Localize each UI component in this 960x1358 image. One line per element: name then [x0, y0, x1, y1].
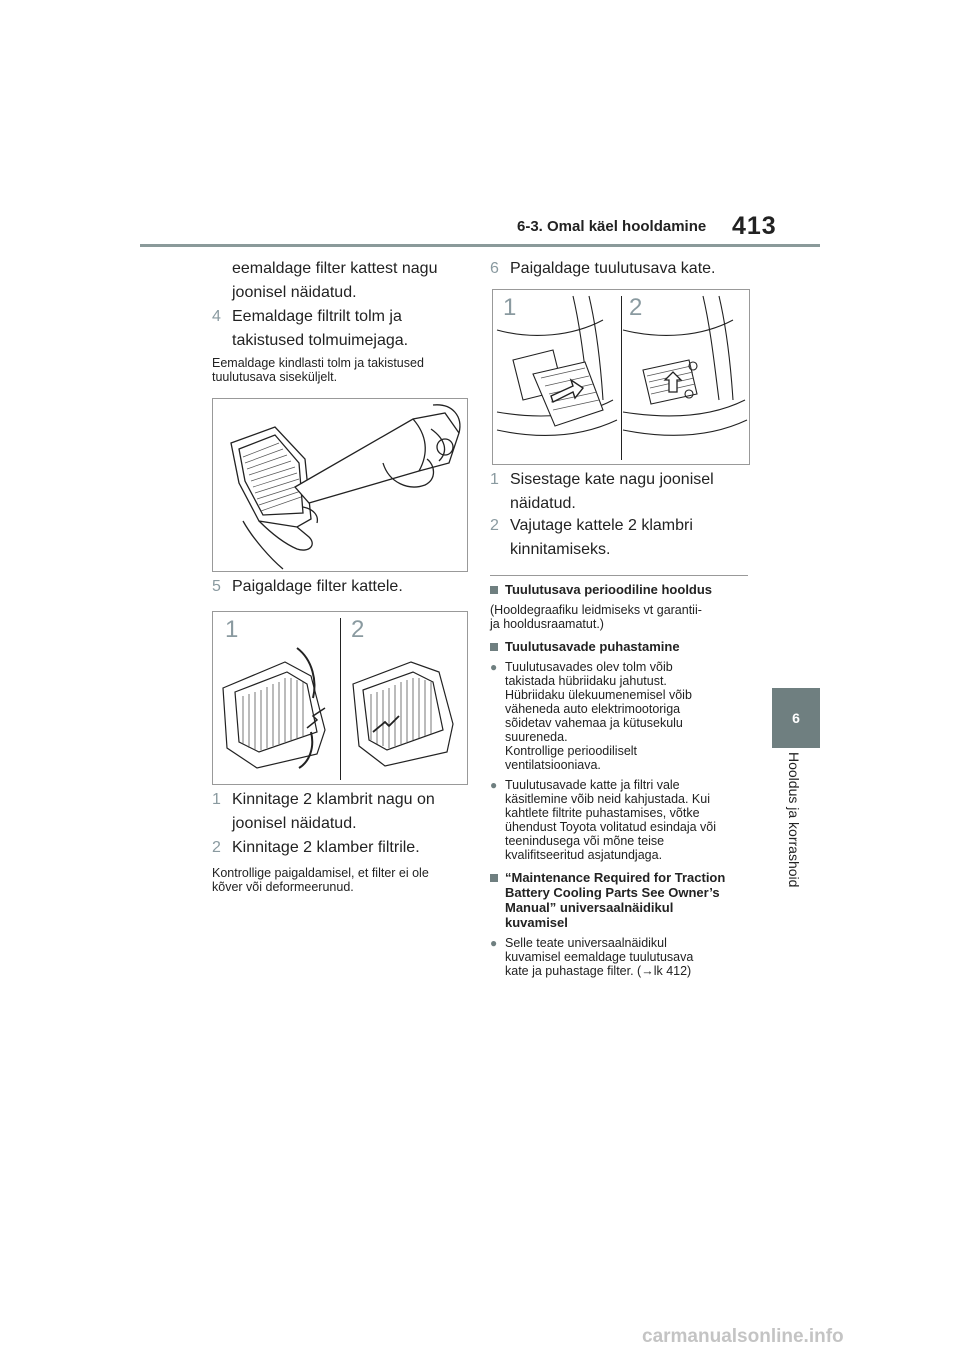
step-6: 6 Paigaldage tuulutusava kate.: [490, 260, 716, 277]
substep-2-press: 2 Vajutage kattele 2 klambri kinnitamiseks.: [490, 517, 693, 558]
substep-2-clips: 2 Kinnitage 2 klamber filtrile.: [212, 839, 420, 856]
watermark-text: carmanualsonline.info: [642, 1326, 844, 1347]
continued-text: eemaldage filter kattest nagu joonisel näidatud.: [232, 260, 438, 301]
figure-install-cover: [492, 289, 750, 465]
heading-periodic: Tuulutusava perioodiline hooldus: [490, 582, 750, 597]
bullet-handling: ● Tuulutusavade katte ja filtri vale käsitlemine võib neid kahjustada. Kui kahtlete filtrite puhastamises, võtke ühendust Toyota volitatud esindaja või teenindusega või mõne teise kvalifitseeritud asjatundjaga.: [490, 778, 717, 862]
heading-cleaning: Tuulutusavade puhastamine: [490, 639, 750, 654]
heading-maintenance-required: “Maintenance Required for Traction Battery Cooling Parts See Owner’s Manual” universaalnäidikul kuvamisel: [490, 870, 750, 930]
note-clean-inside: Eemaldage kindlasti tolm ja takistused tuulutusava siseküljelt.: [212, 356, 424, 384]
figure-label-2: 2: [629, 294, 643, 321]
substep-1-insert: 1 Sisestage kate nagu joonisel näidatud.: [490, 471, 714, 512]
page-number: 413: [732, 212, 777, 240]
section-separator: [490, 575, 748, 576]
bullet-dust: ● Tuulutusavades olev tolm võib takistada hübriidaku jahutust. Hübriidaku ülekuumenemisel võib väheneda auto elektrimootoriga sõidetav vahemaa ja kütusekulu suureneda. Kontrollige perioodiliselt ventilatsiooniava.: [490, 660, 692, 772]
note-schedule: (Hooldegraafiku leidmiseks vt garantii- ja hooldusraamatut.): [490, 603, 702, 631]
step-4: 4 Eemaldage filtrilt tolm ja takistused tolmuimejaga.: [212, 308, 409, 349]
step-5: 5 Paigaldage filter kattele.: [212, 578, 403, 595]
maintenance-section: [490, 582, 750, 978]
figure-label-2: 2: [351, 616, 365, 643]
header-rule: [140, 244, 820, 247]
cover-install-illustration: [493, 290, 749, 464]
figure-vacuum-filter: [212, 398, 468, 572]
chapter-label: Hooldus ja korrashoid: [786, 752, 802, 888]
section-title: 6-3. Omal käel hooldamine: [517, 218, 707, 235]
figure-install-filter: [212, 611, 468, 785]
filter-install-illustration: [213, 612, 467, 784]
note-check-filter: Kontrollige paigaldamisel, et filter ei ole kõver või deformeerunud.: [212, 866, 429, 894]
figure-label-1: 1: [503, 294, 517, 321]
bullet-message: ● Selle teate universaalnäidikul kuvamisel eemaldage tuulutusava kate ja puhastage filter. (→lk 412): [490, 936, 694, 978]
substep-1-clips: 1 Kinnitage 2 klambrit nagu on joonisel näidatud.: [212, 791, 435, 832]
chapter-tab: 6: [772, 688, 820, 748]
figure-label-1: 1: [225, 616, 239, 643]
vacuum-illustration: [213, 399, 467, 571]
